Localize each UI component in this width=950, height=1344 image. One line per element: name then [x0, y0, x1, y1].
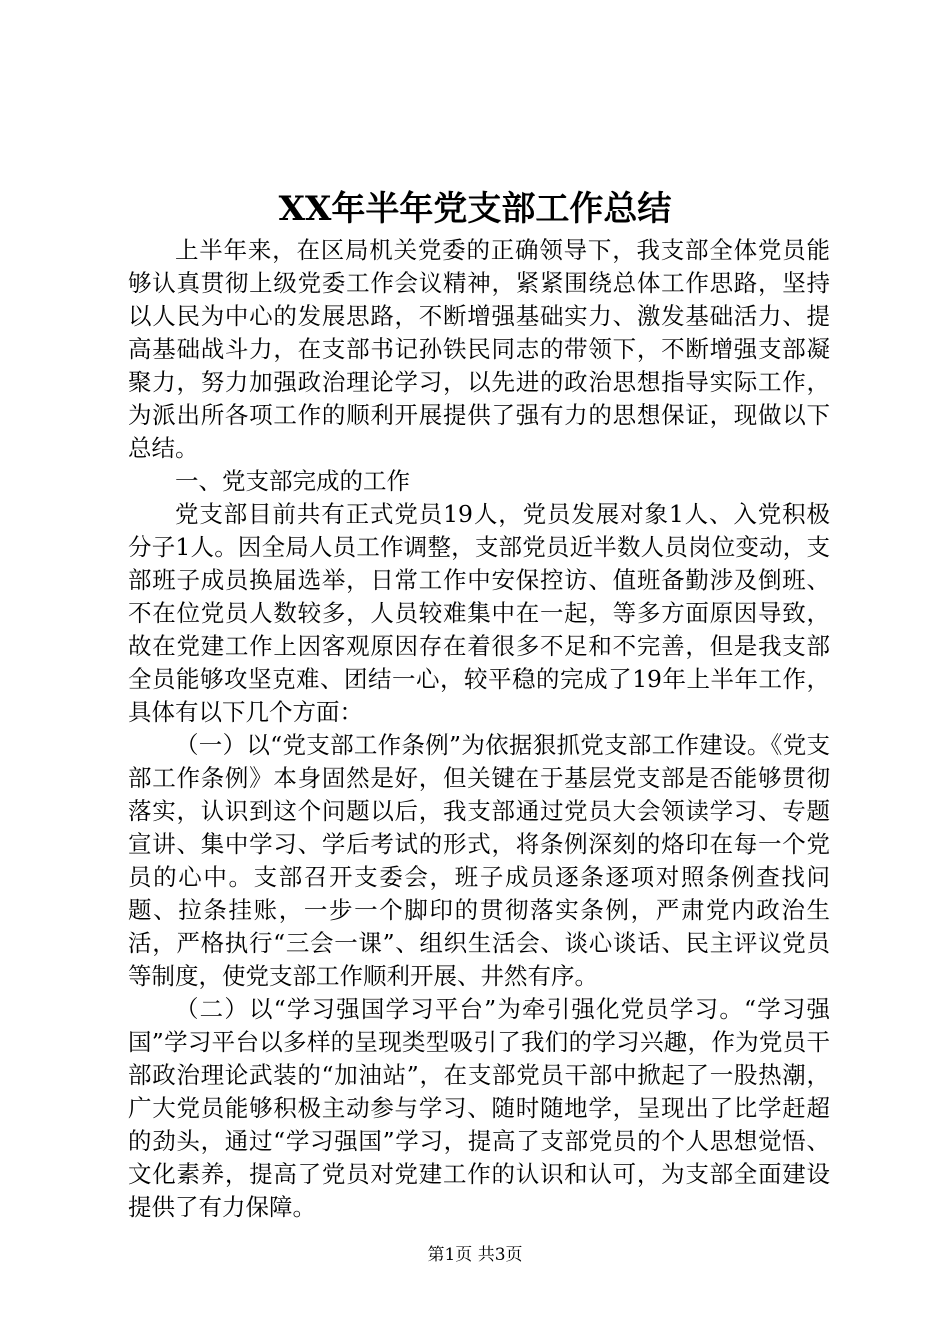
paragraph-item-2: （二）以“学习强国学习平台”为牵引强化党员学习。“学习强国”学习平台以多样的呈现类型吸引了我们的学习兴趣，作为党员干部政治理论武装的“加油站”，在支部党员干部中掀起了一股热潮，广大党员能够积极主动参与学习、随时随地学，呈现出了比学赶超的劲头，通过“学习强国”学习，提高了支部党员的个人思想觉悟、文化素养，提高了党员对党建工作的认识和认可，为支部全面建设提供了有力保障。: [128, 995, 830, 1221]
document-title: XX年半年党支部工作总结: [278, 189, 672, 229]
page-footer: 第1页 共3页: [427, 1245, 523, 1265]
paragraph-item-1: （一）以“党支部工作条例”为依据狠抓党支部工作建设。《党支部工作条例》本身固然是好，但关键在于基层党支部是否能够贯彻落实，认识到这个问题以后，我支部通过党员大会领读学习、专题宣讲、集中学习、学后考试的形式，将条例深刻的烙印在每一个党员的心中。支部召开支委会，班子成员逐条逐项对照条例查找问题、拉条挂账，一步一个脚印的贯彻落实条例，严肃党内政治生活，严格执行“三会一课”、组织生活会、谈心谈话、民主评议党员等制度，使党支部工作顺利开展、井然有序。: [128, 731, 830, 990]
paragraph-intro: 上半年来，在区局机关党委的正确领导下，我支部全体党员能够认真贯彻上级党委工作会议精神，紧紧围绕总体工作思路，坚持以人民为中心的发展思路，不断增强基础实力、激发基础活力、提高基础战斗力，在支部书记孙铁民同志的带领下，不断增强支部凝聚力，努力加强政治理论学习，以先进的政治思想指导实际工作，为派出所各项工作的顺利开展提供了强有力的思想保证，现做以下总结。: [128, 236, 830, 462]
paragraph-overview: 党支部目前共有正式党员19人，党员发展对象1人、入党积极分子1人。因全局人员工作调整，支部党员近半数人员岗位变动，支部班子成员换届选举，日常工作中安保控访、值班备勤涉及倒班、不在位党员人数较多，人员较难集中在一起，等多方面原因导致，故在党建工作上因客观原因存在着很多不足和不完善，但是我支部全员能够攻坚克难、团结一心，较平稳的完成了19年上半年工作，具体有以下几个方面：: [128, 500, 830, 726]
document-body: [128, 234, 830, 1224]
section-heading: 一、党支部完成的工作: [175, 467, 410, 495]
